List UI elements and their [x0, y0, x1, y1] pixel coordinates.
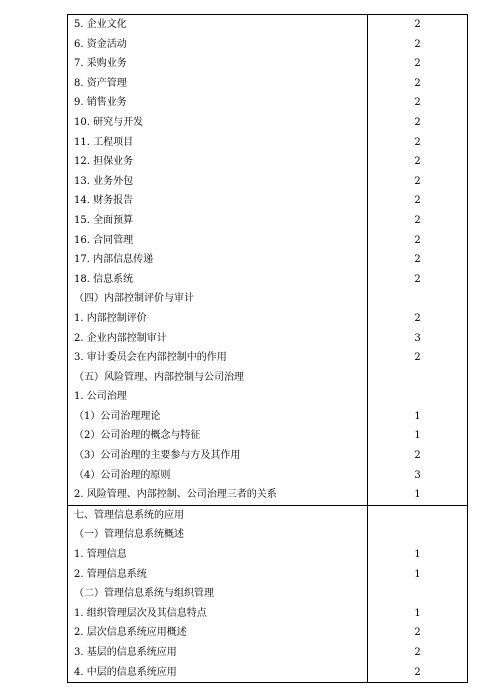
topic-cell: （四）内部控制评价与审计 [68, 289, 368, 309]
topic-cell: 1. 管理信息 [68, 545, 368, 565]
table-row [68, 485, 468, 505]
level-cell: 2 [368, 172, 468, 192]
level-cell: 2 [368, 446, 468, 466]
table-row [68, 309, 468, 329]
level-cell: 3 [368, 329, 468, 349]
topic-cell: 13. 业务外包 [68, 172, 368, 192]
table-row [68, 565, 468, 585]
table-row [68, 643, 468, 663]
level-cell: 2 [368, 35, 468, 55]
table-row [68, 505, 468, 525]
level-cell: 1 [368, 604, 468, 624]
topic-cell: 2. 风险管理、内部控制、公司治理三者的关系 [68, 485, 368, 505]
table-row [68, 545, 468, 565]
level-cell: 2 [368, 113, 468, 133]
topic-cell: （3）公司治理的主要参与方及其作用 [68, 446, 368, 466]
topic-cell: （1）公司治理理论 [68, 407, 368, 427]
level-cell: 1 [368, 426, 468, 446]
table-row [68, 133, 468, 153]
topic-cell: （4）公司治理的原则 [68, 466, 368, 486]
topic-cell: 7. 采购业务 [68, 54, 368, 74]
level-cell: 2 [368, 74, 468, 94]
table-row [68, 250, 468, 270]
topic-cell: 17. 内部信息传递 [68, 250, 368, 270]
table-row [68, 191, 468, 211]
level-cell: 2 [368, 643, 468, 663]
syllabus-table-body [68, 15, 468, 683]
table-row [68, 270, 468, 290]
level-cell [368, 525, 468, 545]
topic-cell: 3. 基层的信息系统应用 [68, 643, 368, 663]
topic-cell: 8. 资产管理 [68, 74, 368, 94]
topic-cell: 10. 研究与开发 [68, 113, 368, 133]
table-row [68, 446, 468, 466]
topic-cell: （一）管理信息系统概述 [68, 525, 368, 545]
table-row [68, 426, 468, 446]
topic-cell: 2. 管理信息系统 [68, 565, 368, 585]
topic-cell: 1. 公司治理 [68, 387, 368, 407]
topic-cell: 18. 信息系统 [68, 270, 368, 290]
level-cell: 2 [368, 93, 468, 113]
table-row [68, 348, 468, 368]
syllabus-table [67, 14, 468, 683]
level-cell: 2 [368, 191, 468, 211]
level-cell: 3 [368, 466, 468, 486]
topic-cell: 2. 企业内部控制审计 [68, 329, 368, 349]
level-cell [368, 368, 468, 388]
level-cell: 2 [368, 231, 468, 251]
topic-cell: 4. 中层的信息系统应用 [68, 663, 368, 683]
level-cell: 2 [368, 309, 468, 329]
topic-cell: 七、管理信息系统的应用 [68, 505, 368, 525]
level-cell: 2 [368, 152, 468, 172]
table-row [68, 407, 468, 427]
table-row [68, 211, 468, 231]
table-row [68, 466, 468, 486]
level-cell: 2 [368, 270, 468, 290]
table-row [68, 329, 468, 349]
level-cell: 1 [368, 407, 468, 427]
topic-cell: 16. 合同管理 [68, 231, 368, 251]
level-cell [368, 387, 468, 407]
table-row [68, 525, 468, 545]
table-row [68, 604, 468, 624]
table-row [68, 623, 468, 643]
table-row [68, 15, 468, 35]
level-cell: 2 [368, 250, 468, 270]
topic-cell: 2. 层次信息系统应用概述 [68, 623, 368, 643]
table-row [68, 35, 468, 55]
level-cell: 2 [368, 348, 468, 368]
level-cell: 2 [368, 54, 468, 74]
table-row [68, 93, 468, 113]
table-row [68, 387, 468, 407]
topic-cell: （二）管理信息系统与组织管理 [68, 584, 368, 604]
level-cell: 1 [368, 565, 468, 585]
topic-cell: 1. 组织管理层次及其信息特点 [68, 604, 368, 624]
topic-cell: 5. 企业文化 [68, 15, 368, 35]
topic-cell: 9. 销售业务 [68, 93, 368, 113]
topic-cell: 11. 工程项目 [68, 133, 368, 153]
table-row [68, 172, 468, 192]
table-row [68, 368, 468, 388]
level-cell: 1 [368, 485, 468, 505]
level-cell: 1 [368, 545, 468, 565]
level-cell: 2 [368, 623, 468, 643]
table-row [68, 584, 468, 604]
topic-cell: 15. 全面预算 [68, 211, 368, 231]
table-row [68, 289, 468, 309]
level-cell [368, 289, 468, 309]
table-row [68, 74, 468, 94]
level-cell: 2 [368, 15, 468, 35]
topic-cell: 1. 内部控制评价 [68, 309, 368, 329]
level-cell: 2 [368, 133, 468, 153]
topic-cell: 14. 财务报告 [68, 191, 368, 211]
level-cell: 2 [368, 211, 468, 231]
topic-cell: 12. 担保业务 [68, 152, 368, 172]
table-row [68, 54, 468, 74]
table-row [68, 113, 468, 133]
level-cell [368, 584, 468, 604]
table-row [68, 663, 468, 683]
table-row [68, 231, 468, 251]
level-cell: 2 [368, 663, 468, 683]
table-row [68, 152, 468, 172]
topic-cell: （五）风险管理、内部控制与公司治理 [68, 368, 368, 388]
level-cell [368, 505, 468, 525]
topic-cell: 6. 资金活动 [68, 35, 368, 55]
topic-cell: 3. 审计委员会在内部控制中的作用 [68, 348, 368, 368]
topic-cell: （2）公司治理的概念与特征 [68, 426, 368, 446]
